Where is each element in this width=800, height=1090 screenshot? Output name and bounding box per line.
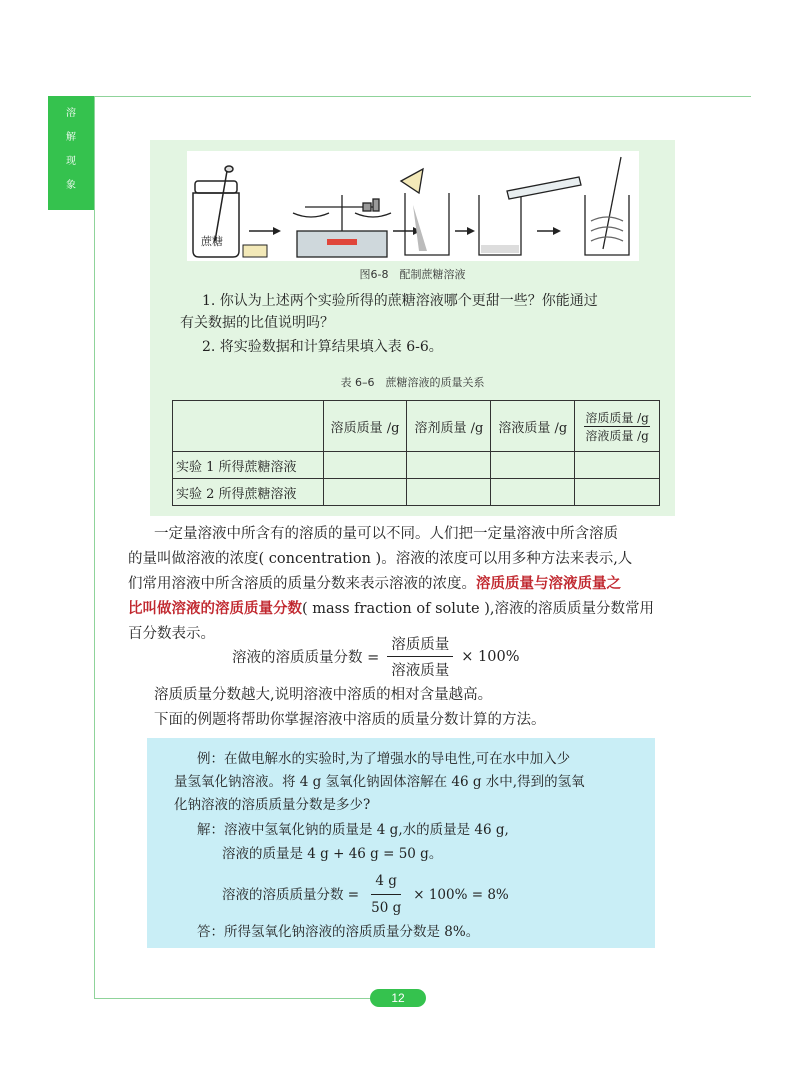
solution-formula-lhs: 溶液的溶质质量分数 =	[222, 886, 360, 903]
table-cell	[575, 479, 660, 506]
table-cell	[575, 452, 660, 479]
ratio-denominator: 溶液质量 /g	[585, 428, 649, 443]
paragraph-1-line-5: 百分数表示。	[128, 626, 215, 642]
solution-line-1: 解：溶液中氢氧化钠的质量是 4 g,水的质量是 46 g,	[197, 822, 509, 838]
paragraph-3: 下面的例题将帮助你掌握溶液中溶质的质量分数计算的方法。	[154, 712, 546, 728]
side-tab-char: 解	[66, 132, 76, 143]
table-header-ratio-cell	[575, 401, 660, 452]
mass-fraction-formula	[232, 633, 519, 680]
table-cell	[491, 452, 575, 479]
ratio-numerator: 溶质质量 /g	[585, 410, 649, 425]
paragraph-text: 们常用溶液中所含溶质的质量分数来表示溶液的浓度。	[128, 576, 476, 592]
example-question-line-3: 化钠溶液的溶质质量分数是多少?	[174, 797, 371, 813]
paragraph-1-line-1: 一定量溶液中所含有的溶质的量可以不同。人们把一定量溶液中所含溶质	[154, 526, 618, 542]
balance-scale-icon	[293, 195, 391, 257]
table-title: 表 6–6 蔗糖溶液的质量关系	[340, 376, 485, 389]
paragraph-2: 溶质质量分数越大,说明溶液中溶质的相对含量越高。	[154, 687, 493, 703]
table-header-row	[173, 401, 660, 452]
solution-formula	[222, 870, 509, 919]
definition-highlight: 比叫做溶液的溶质质量分数	[128, 601, 302, 617]
paragraph-1-line-3	[128, 572, 688, 596]
table-cell	[491, 479, 575, 506]
figure-caption: 图6-8 配制蔗糖溶液	[359, 268, 466, 281]
question-1-line-2: 有关数据的比值说明吗？	[180, 315, 334, 331]
arrow-head-icon	[553, 227, 561, 235]
page-number: 12	[370, 989, 426, 1007]
example-question-line-1: 例：在做电解水的实验时,为了增强水的导电性,可在水中加入少	[197, 751, 571, 767]
table-header-cell: 溶剂质量 /g	[407, 401, 491, 452]
paragraph-1-line-4	[128, 597, 688, 621]
chapter-side-tab	[48, 96, 94, 210]
jar-label: 蔗糖	[201, 235, 223, 248]
top-rule	[48, 96, 751, 97]
solution-line-2: 溶液的质量是 4 g + 46 g = 50 g。	[222, 846, 443, 862]
side-tab-char: 溶	[66, 108, 76, 119]
table-row-label: 实验 1 所得蔗糖溶液	[173, 452, 324, 479]
sucrose-preparation-figure	[187, 151, 639, 261]
experiment-box	[150, 140, 675, 516]
bottom-rule	[94, 998, 374, 999]
solution-denominator: 50 g	[371, 900, 402, 916]
table-header-cell: 溶液质量 /g	[491, 401, 575, 452]
example-box	[147, 738, 655, 948]
table-cell	[407, 452, 491, 479]
table-row-label: 实验 2 所得蔗糖溶液	[173, 479, 324, 506]
graduated-cylinder-icon	[479, 177, 581, 255]
arrow-head-icon	[467, 227, 475, 235]
table-header-cell: 溶质质量 /g	[323, 401, 407, 452]
formula-lhs: 溶液的溶质质量分数 =	[232, 650, 380, 666]
mass-relation-table	[172, 400, 660, 506]
formula-fraction	[387, 633, 453, 680]
question-2: 2. 将实验数据和计算结果填入表 6-6。	[202, 339, 443, 355]
paragraph-text: ( mass fraction of solute ),溶液的溶质质量分数常用	[302, 601, 654, 617]
answer-line: 答：所得氢氧化钠溶液的溶质质量分数是 8%。	[197, 924, 480, 940]
solution-formula-tail: × 100% = 8%	[413, 886, 509, 903]
formula-numerator: 溶质质量	[387, 633, 453, 657]
side-tab-char: 现	[66, 156, 76, 167]
beaker-icon	[401, 169, 449, 255]
paragraph-1-line-2: 的量叫做溶液的浓度( concentration )。溶液的浓度可以用多种方法来表示,人	[128, 551, 633, 567]
solution-numerator: 4 g	[371, 870, 401, 895]
formula-tail: × 100%	[461, 648, 520, 665]
question-1-line-1: 1. 你认为上述两个实验所得的蔗糖溶液哪个更甜一些？你能通过	[202, 293, 598, 309]
table-cell	[407, 479, 491, 506]
example-question-line-2: 量氢氧化钠溶液。将 4 g 氢氧化钠固体溶解在 46 g 水中,得到的氢氧	[174, 774, 585, 790]
table-cell	[323, 479, 407, 506]
formula-denominator: 溶液质量	[391, 663, 450, 679]
solution-fraction	[367, 870, 405, 919]
table-corner-cell	[173, 401, 324, 452]
arrow-head-icon	[273, 227, 281, 235]
table-cell	[323, 452, 407, 479]
weighing-paper-icon	[243, 245, 267, 257]
figure-illustration	[187, 151, 639, 261]
stirring-beaker-icon	[585, 157, 629, 255]
table-row	[173, 452, 660, 479]
definition-highlight: 溶质质量与溶液质量之	[476, 576, 621, 592]
side-tab-char: 象	[66, 180, 76, 191]
table-row	[173, 479, 660, 506]
left-rule	[94, 96, 95, 999]
